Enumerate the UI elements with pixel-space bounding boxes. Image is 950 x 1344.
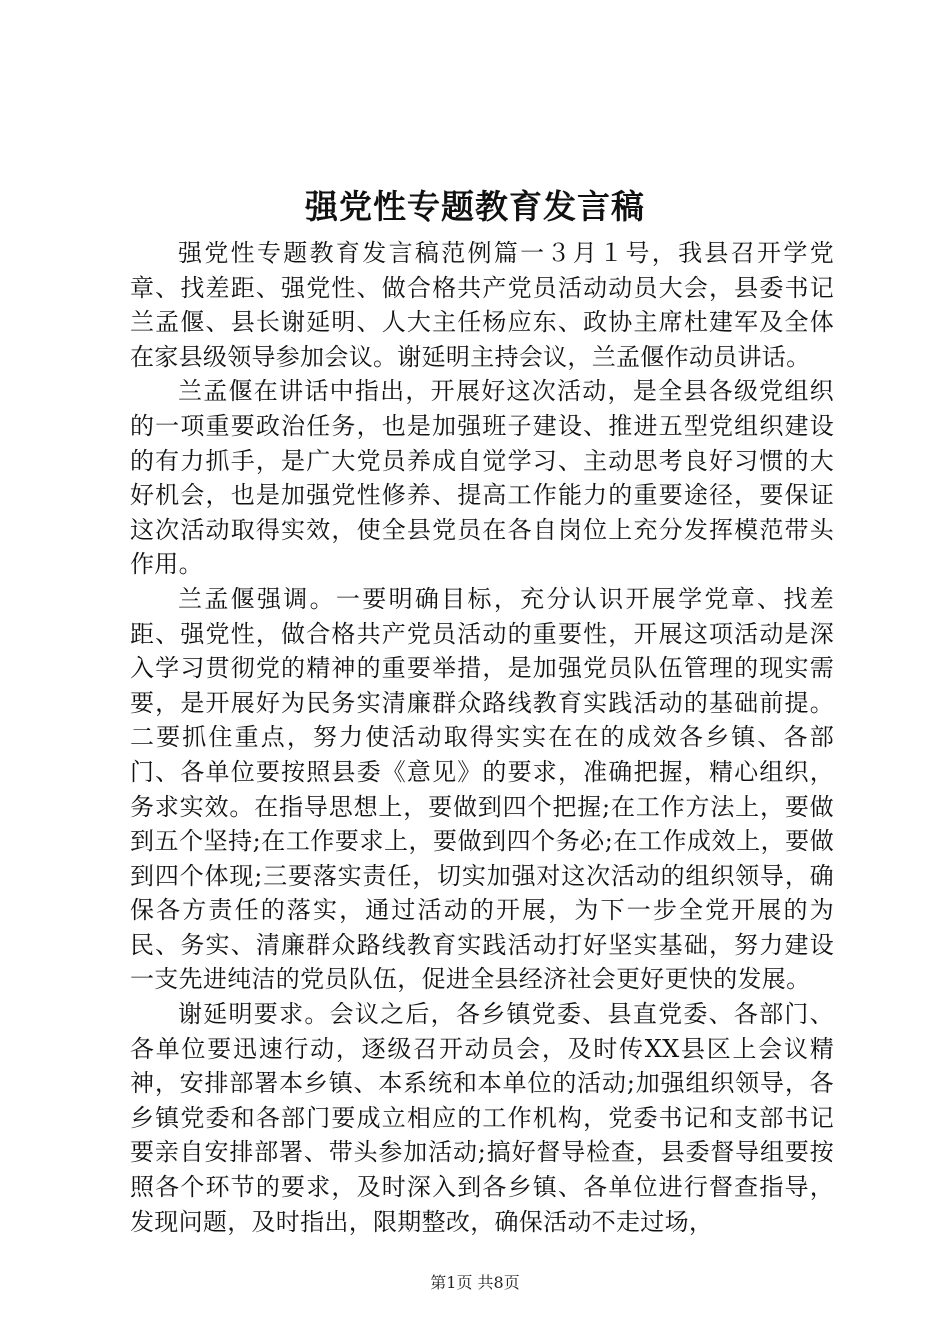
paragraph-2: 兰孟偃在讲话中指出，开展好这次活动，是全县各级党组织的一项重要政治任务，也是加强班子建设、推进五型党组织建设的有力抓手，是广大党员养成自觉学习、主动思考良好习惯的大好机会，也是加强党性修养、提高工作能力的重要途径，要保证这次活动取得实效，使全县党员在各自岗位上充分发挥模范带头作用。 [130,377,834,579]
document-title: 强党性专题教育发言稿 [305,187,645,226]
paragraph-4: 谢延明要求。会议之后，各乡镇党委、县直党委、各部门、各单位要迅速行动，逐级召开动员会，及时传XX县区上会议精神，安排部署本乡镇、本系统和本单位的活动;加强组织领导，各乡镇党委和各部门要成立相应的工作机构，党委书记和支部书记要亲自安排部署、带头参加活动;搞好督导检查，县委督导组要按照各个环节的要求，及时深入到各乡镇、各单位进行督查指导，发现问题，及时指出，限期整改，确保活动不走过场， [130,1000,834,1236]
document-body [130,236,834,1239]
page-number-footer: 第1页 共8页 [430,1273,520,1292]
paragraph-3: 兰孟偃强调。一要明确目标，充分认识开展学党章、找差距、强党性，做合格共产党员活动的重要性，开展这项活动是深入学习贯彻党的精神的重要举措，是加强党员队伍管理的现实需要，是开展好为民务实清廉群众路线教育实践活动的基础前提。二要抓住重点，努力使活动取得实实在在的成效各乡镇、各部门、各单位要按照县委《意见》的要求，准确把握，精心组织，务求实效。在指导思想上，要做到四个把握;在工作方法上，要做到五个坚持;在工作要求上，要做到四个务必;在工作成效上，要做到四个体现;三要落实责任，切实加强对这次活动的组织领导，确保各方责任的落实，通过活动的开展，为下一步全党开展的为民、务实、清廉群众路线教育实践活动打好坚实基础，努力建设一支先进纯洁的党员队伍，促进全县经济社会更好更快的发展。 [130,584,834,994]
paragraph-1: 强党性专题教育发言稿范例篇一３月１号，我县召开学党章、找差距、强党性、做合格共产党员活动动员大会，县委书记兰孟偃、县长谢延明、人大主任杨应东、政协主席杜建军及全体在家县级领导参加会议。谢延明主持会议，兰孟偃作动员讲话。 [130,239,834,371]
